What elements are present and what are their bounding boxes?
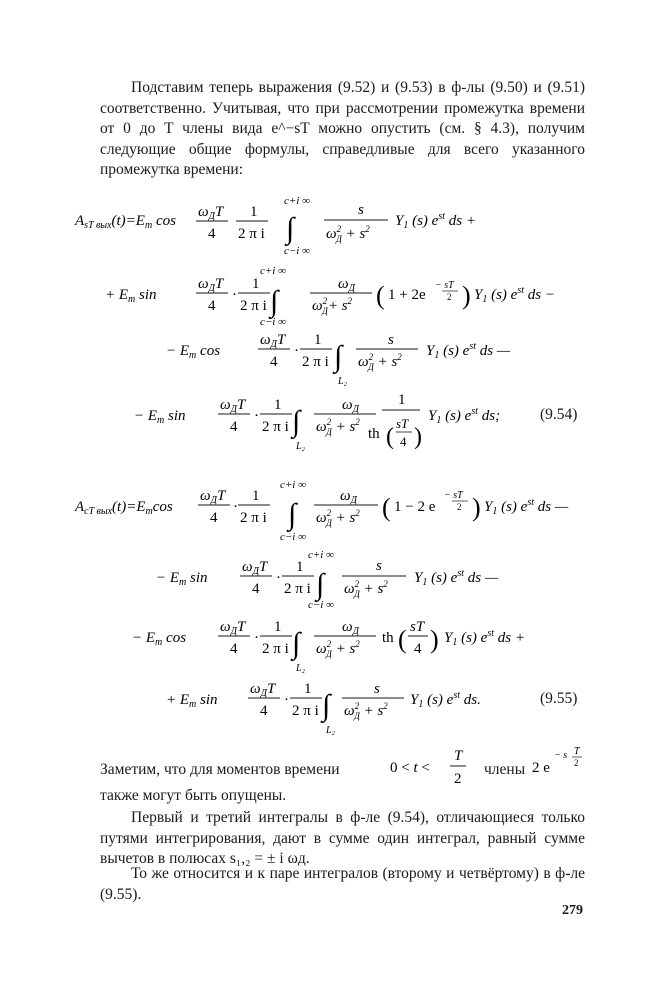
svg-text:L₂: L₂ — [326, 725, 336, 736]
svg-text:1: 1 — [274, 397, 282, 413]
paragraph-3-text: То же относится и к паре интегралов (второму и четвёртому) в ф-ле (9.55). — [100, 865, 585, 903]
paragraph-3 — [100, 864, 585, 905]
svg-text:4: 4 — [270, 354, 278, 370]
svg-text:ω2Д + s2: $\omega^2$ $Д + s^2$ — [316, 508, 360, 528]
svg-text:c+i ∞: c+i ∞ — [284, 195, 310, 207]
svg-text:1: 1 — [250, 204, 258, 220]
svg-text:∫: ∫ — [292, 627, 301, 660]
svg-text:s: s — [374, 681, 380, 697]
svg-text:ω2Д + s2: $\omega^2$ $Д + s^2$ — [326, 224, 370, 244]
svg-text:∫: ∫ — [334, 340, 343, 373]
intro-paragraph — [100, 78, 585, 181]
svg-text:ωД: $\omega_Д$ — [340, 488, 357, 506]
svg-text:1: 1 — [398, 392, 406, 408]
svg-text:2 π i: 2 π i — [292, 703, 319, 719]
equation-number-9-54: (9.54) — [540, 406, 578, 423]
svg-text:): ) — [472, 493, 481, 522]
svg-text:ωДT: $\omega_ДT$ — [220, 619, 246, 637]
svg-text:− Em sin: − $E_m$ sin — [156, 570, 208, 588]
svg-text:Y1 (s) est ds —: $Y_1$ (s) $e^{st}$ ds — — [426, 341, 511, 361]
svg-text:2 π i: 2 π i — [240, 298, 267, 314]
svg-text:2: 2 — [454, 771, 462, 787]
svg-text:∫: ∫ — [292, 405, 301, 438]
svg-text:4: 4 — [260, 703, 268, 719]
svg-text:− sT: − sT — [435, 280, 454, 291]
svg-text:th: th — [368, 426, 380, 442]
remark-start-text: Заметим, что для моментов времени — [100, 761, 340, 778]
svg-text:Y1 (s) est ds +: $Y_1$ (s) $e^{st}$ ds + — [395, 211, 476, 231]
svg-text:T: T — [454, 748, 463, 764]
svg-text:ωДT: $\omega_ДT$ — [250, 681, 276, 699]
svg-text:ωД: $\omega_Д$ — [342, 619, 359, 637]
svg-text:− s: − s — [554, 750, 568, 761]
intro-text: Подставим теперь выражения (9.52) и (9.53) в ф-лы (9.50) и (9.51) соответственно. Учитывая, что при рассмотрении промежутка времени от 0 до T члены вида e^−sT можно опустить (см. § 4.3), получим следующие общие формулы, справедливые для всего указанного промежутка времени: — [100, 79, 585, 178]
svg-text:ωДT: $\omega_ДT$ — [200, 488, 226, 506]
paragraph-2-text: Первый и третий интегралы в ф-ле (9.54), отличающиеся только путями интегрирования, дают в сумме один интеграл, равный сумме вычетов в полюсах s₁,₂ = ± i ωд. — [100, 809, 585, 867]
svg-text:− sT: − sT — [444, 490, 463, 501]
svg-text:4: 4 — [414, 641, 422, 657]
svg-text:2 π i: 2 π i — [302, 354, 329, 370]
svg-text:1: 1 — [304, 681, 312, 697]
remark-end-text: также могут быть опущены. — [100, 787, 287, 804]
svg-text:2 π i: 2 π i — [262, 641, 289, 657]
svg-text:·: · — [232, 287, 237, 303]
equation-9-54 — [70, 192, 590, 462]
svg-text:ω2Д + s2: $\omega^2$ $Д + s^2$ — [358, 352, 402, 372]
svg-text:): ) — [462, 281, 471, 310]
svg-text:Y1 (s) est ds +: $Y_1$ (s) $e^{st}$ ds + — [444, 628, 525, 648]
svg-text:c−i ∞: c−i ∞ — [308, 599, 334, 611]
svg-text:ωДT: $\omega_ДT$ — [260, 332, 286, 350]
svg-text:1: 1 — [296, 559, 304, 575]
svg-text:): ) — [430, 625, 439, 654]
svg-text:4: 4 — [210, 510, 218, 526]
svg-text:Y1 (s) est ds;: $Y_1$ (s) $e^{st}$ ds; — [428, 406, 501, 426]
svg-text:− Em cos: − $E_m$ cos — [132, 630, 187, 648]
svg-text:ω2Д + s2: $\omega^2$ $Д + s^2$ — [344, 701, 388, 721]
svg-text:1: 1 — [274, 619, 282, 635]
svg-text:2: 2 — [574, 758, 579, 768]
svg-text:s: s — [388, 332, 394, 348]
svg-text:2: 2 — [457, 502, 462, 512]
svg-text:c+i ∞: c+i ∞ — [308, 549, 334, 561]
svg-text:c−i ∞: c−i ∞ — [260, 316, 286, 328]
svg-text:): ) — [414, 424, 422, 450]
remark-mid-text: члены — [484, 761, 526, 778]
svg-text:·: · — [254, 408, 259, 424]
svg-text:ω2Д + s2: $\omega^2$ $Д + s^2$ — [316, 417, 360, 437]
svg-text:·: · — [276, 570, 281, 586]
svg-text:0 < t <: 0 < t < — [390, 760, 430, 776]
paragraph-2 — [100, 808, 585, 870]
svg-text:Y1 (s) est ds —: $Y_1$ (s) $e^{st}$ ds — — [484, 497, 569, 517]
svg-text:·: · — [254, 630, 259, 646]
svg-text:·: · — [233, 499, 238, 515]
svg-text:(: ( — [398, 625, 407, 654]
svg-text:c+i ∞: c+i ∞ — [260, 265, 286, 277]
svg-text:AcT вых(t)=Emcos: $A_{cT вых}(t)=E_m\cos$ — [75, 499, 173, 517]
svg-text:4: 4 — [252, 581, 260, 597]
svg-text:2 π i: 2 π i — [262, 419, 289, 435]
svg-text:ω2Д + s2: $\omega^2$ $Д + s^2$ — [316, 639, 360, 659]
svg-text:L₂: L₂ — [338, 376, 348, 387]
svg-text:4: 4 — [230, 641, 238, 657]
svg-text:+ Em sin: + $E_m$ sin — [105, 287, 157, 305]
svg-text:·: · — [284, 692, 289, 708]
svg-text:Y1 (s) est ds.: $Y_1$ (s) $e^{st}$ ds. — [410, 690, 481, 710]
equation-number-9-55: (9.55) — [540, 690, 578, 707]
svg-text:c−i ∞: c−i ∞ — [280, 531, 306, 543]
svg-text:ω2Д + s2: $\omega^2$ $Д + s^2$ — [344, 579, 388, 599]
svg-text:AsT вых(t)=Em cos: $A_{sT вых}(t)=E_m$ cos — [75, 213, 176, 231]
svg-text:ωД: $\omega_Д$ — [338, 276, 355, 294]
svg-text:(: ( — [376, 281, 385, 310]
svg-text:∫: ∫ — [270, 285, 279, 318]
svg-text:1 + 2e: 1 + 2e — [388, 287, 426, 303]
exponent-math — [530, 744, 590, 790]
svg-text:(: ( — [382, 493, 391, 522]
svg-text:sT: sT — [396, 416, 409, 431]
page-number: 279 — [562, 903, 583, 918]
equation-9-55 — [70, 474, 590, 736]
svg-text:s: s — [358, 202, 364, 218]
svg-text:∫: ∫ — [322, 689, 331, 722]
svg-text:ωДT: $\omega_ДT$ — [242, 559, 268, 577]
svg-text:(: ( — [386, 424, 394, 450]
svg-text:ωД: $\omega_Д$ — [342, 397, 359, 415]
svg-text:4: 4 — [400, 434, 407, 449]
svg-text:− Em cos: − $E_m$ cos — [166, 343, 221, 361]
svg-text:4: 4 — [208, 226, 216, 242]
svg-text:ωДT: $\omega_ДT$ — [198, 204, 224, 222]
svg-text:1: 1 — [252, 488, 260, 504]
svg-text:4: 4 — [230, 419, 238, 435]
svg-text:2 π i: 2 π i — [240, 510, 267, 526]
svg-text:2 π i: 2 π i — [284, 581, 311, 597]
svg-text:1: 1 — [252, 276, 260, 292]
svg-text:ω2Д+ s2: $\omega^2$ $Д+ s^2$ — [312, 296, 353, 316]
svg-text:2 π i: 2 π i — [238, 226, 265, 242]
svg-text:1: 1 — [314, 332, 322, 348]
svg-text:∫: ∫ — [316, 568, 325, 601]
svg-text:Y1 (s) est ds −: $Y_1$ (s) $e^{st}$ ds − — [474, 285, 555, 305]
svg-text:4: 4 — [208, 298, 216, 314]
svg-text:1 − 2 e: 1 − 2 e — [394, 499, 436, 515]
svg-text:L₂: L₂ — [296, 441, 306, 452]
svg-text:c+i ∞: c+i ∞ — [280, 479, 306, 491]
svg-text:∫: ∫ — [288, 498, 297, 531]
remark-end — [100, 786, 585, 807]
svg-text:T: T — [574, 746, 580, 757]
svg-text:·: · — [294, 343, 299, 359]
svg-text:th: th — [382, 630, 394, 646]
svg-text:Y1 (s) est ds —: $Y_1$ (s) $e^{st}$ ds — — [414, 568, 499, 588]
svg-text:ωДT: $\omega_ДT$ — [198, 276, 224, 294]
svg-text:− Em sin: − $E_m$ sin — [134, 408, 186, 426]
svg-text:c−i ∞: c−i ∞ — [284, 245, 310, 257]
svg-text:2: 2 — [447, 292, 452, 302]
svg-text:ωДT: $\omega_ДT$ — [220, 397, 246, 415]
svg-text:s: s — [376, 558, 382, 574]
svg-text:2 e: 2 e — [532, 760, 550, 776]
svg-text:L₂: L₂ — [296, 663, 306, 674]
svg-text:+ Em sin: + $E_m$ sin — [166, 692, 218, 710]
svg-text:sT: sT — [410, 619, 425, 635]
svg-text:∫: ∫ — [286, 212, 295, 245]
